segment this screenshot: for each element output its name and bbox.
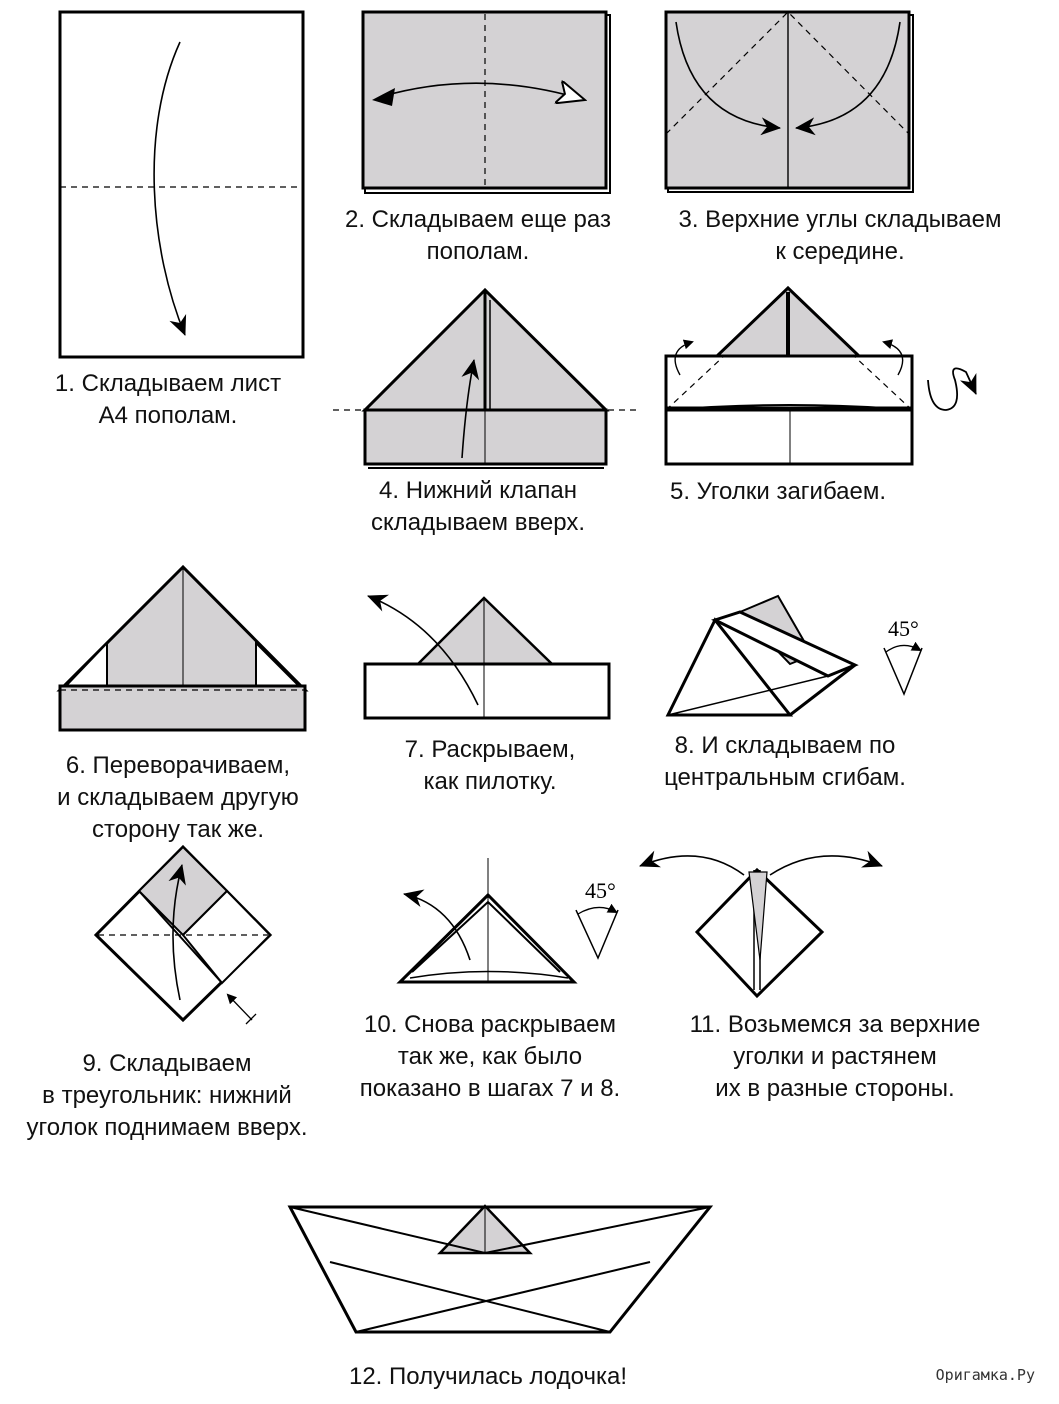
- angle-label: 45°: [585, 878, 616, 903]
- band: [365, 664, 609, 718]
- step-7-caption: 7. Раскрываем, как пилотку.: [404, 736, 576, 795]
- step-3-caption: 3. Верхние углы складываем к середине.: [678, 206, 1002, 265]
- band: [666, 356, 912, 408]
- step-7-diagram: [365, 596, 609, 718]
- step-1-diagram: [60, 12, 303, 357]
- angle-icon: [884, 648, 922, 694]
- step-9-caption: 9. Складываем в треугольник: нижний уголок поднимаем вверх.: [26, 1050, 308, 1141]
- bottom-band: [60, 686, 305, 730]
- triangle-shape: [400, 895, 574, 982]
- pull-right-arrow-icon: [770, 856, 882, 875]
- right-corner: [256, 643, 303, 690]
- pull-left-arrow-icon: [640, 856, 744, 875]
- pointer-icon: [228, 995, 252, 1020]
- step-5-caption: 5. Уголки загибаем.: [669, 478, 887, 505]
- bottom-band: [666, 410, 912, 464]
- step-12-diagram: [290, 1206, 710, 1332]
- step-10-diagram: [400, 858, 618, 982]
- watermark: Оригамка.Ру: [935, 1366, 1035, 1384]
- step-6-caption: 6. Переворачиваем, и складываем другую сторону так же.: [57, 752, 299, 843]
- step-2-diagram: [363, 12, 610, 193]
- step-2-caption: 2. Складываем еще раз пополам.: [344, 206, 611, 265]
- step-6-diagram: [60, 567, 305, 730]
- step-11-caption: 11. Возьмемся за верхние уголки и растянем их в разные стороны.: [689, 1011, 981, 1102]
- sheet: [60, 12, 303, 357]
- angle-icon: [576, 910, 618, 958]
- step-4-caption: 4. Нижний клапан складываем вверх.: [370, 477, 586, 536]
- angle-label: 45°: [888, 616, 919, 641]
- step-11-diagram: [640, 856, 882, 996]
- step-5-diagram: [666, 288, 976, 464]
- step-3-diagram: [666, 12, 913, 192]
- left-corner: [62, 643, 107, 690]
- step-8-caption: 8. И складываем по центральным сгибам.: [664, 732, 906, 791]
- step-4-diagram: [333, 290, 640, 468]
- step-10-caption: 10. Снова раскрываем так же, как было показано в шагах 7 и 8.: [359, 1011, 621, 1102]
- step-8-diagram: [668, 596, 922, 715]
- step-12-caption: 12. Получилась лодочка!: [348, 1363, 627, 1390]
- step-9-diagram: [96, 847, 270, 1024]
- top-triangle: [418, 598, 552, 664]
- turn-over-icon: [928, 368, 976, 410]
- step-1-caption: 1. Складываем лист А4 пополам.: [54, 370, 282, 429]
